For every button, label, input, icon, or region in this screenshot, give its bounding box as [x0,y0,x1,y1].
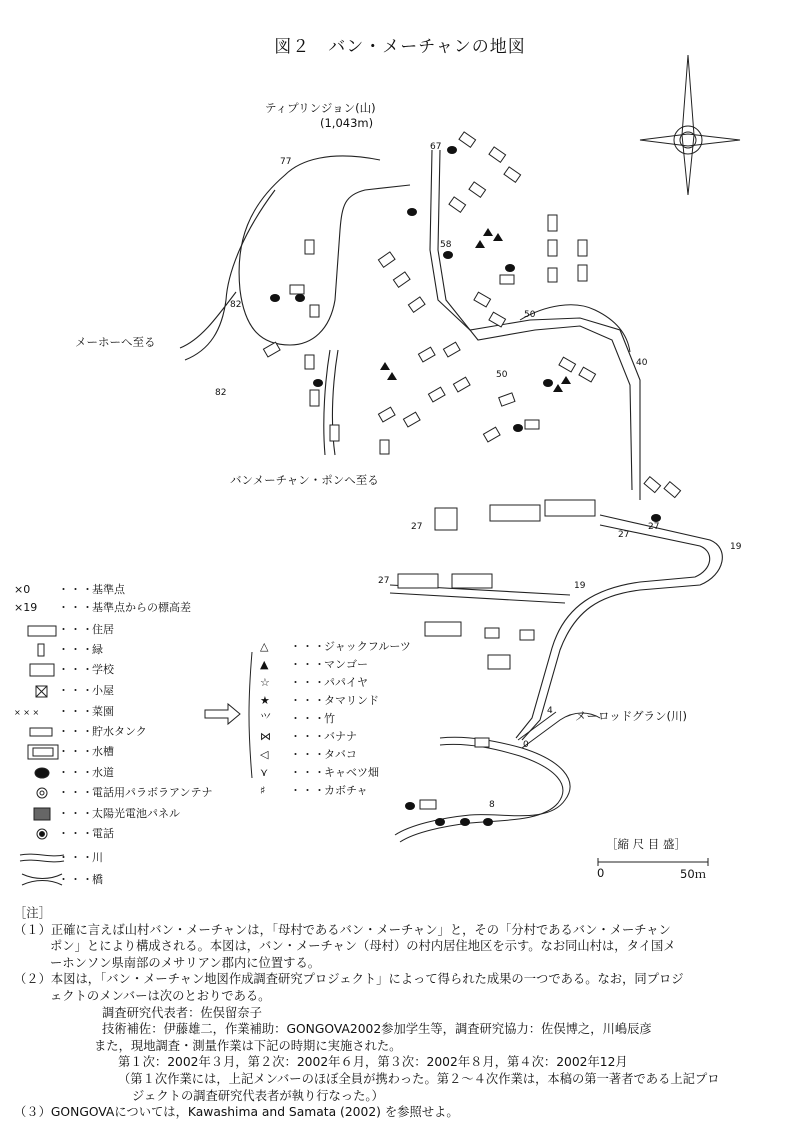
note-line: （第１次作業には，上記メンバーのほぼ全員が携わった。第２～４次作業は，本稿の第一著者である上記プロ [118,1071,720,1086]
river [395,737,570,835]
elevation-label: 82 [215,388,227,398]
note-line: 調査研究代表者：佐俣留奈子 [102,1005,262,1020]
to-pon-label: バンメーチャン・ポンへ至る [230,473,379,487]
legend-item: ・・・太陽光電池パネル [58,807,180,820]
elevation-label: 27 [618,530,630,540]
legend-item: ・・・川 [58,851,103,864]
legend-item: ・・・電話用パラボラアンテナ [58,786,213,799]
elevation-label: 27 [378,576,390,586]
notes-heading: ［注］ [14,906,51,920]
scale-50m: 50ｍ [680,867,707,881]
to-maehoe-label: メーホーへ至る [75,335,156,349]
legend-item: ★ ・・・タマリンド [260,694,379,707]
note-line: （３）GONGOVAについては，Kawashima and Samata (2002) を参照せよ。 [14,1105,459,1120]
elevation-label: 40 [636,358,648,368]
legend-item: △ ・・・ジャックフルーツ [260,640,411,653]
river-label: メーロッドグラン(川) [575,709,688,723]
note-line: （１）正確に言えば山村バン・メーチャンは，「母村であるバン・メーチャン」と，その「分村であるバン・メーチャン [14,922,671,937]
elevation-label: 67 [430,142,442,152]
mountain-height-label: (1,043m) [320,116,374,130]
note-line: 第１次：2002年３月，第２次：2002年６月，第３次：2002年８月，第４次：2002年12月 [118,1055,628,1070]
note-line: ジェクトの調査研究代表者が執り行なった。） [132,1088,384,1103]
legend-item: ・・・住居 [58,623,114,636]
mountain-label: ティプリンジョン(山) [265,101,376,115]
legend-item: ◁ ・・・タバコ [260,748,357,761]
elevation-label: 50 [524,310,536,320]
legend-item: ・・・水槽 [58,745,114,758]
legend-item: ・・・小屋 [58,684,114,697]
page-title: 図２ バン・メーチャンの地図 [274,37,526,57]
elevation-label: 27 [648,522,660,532]
road-west-loop [180,190,275,360]
elevation-label: 50 [496,370,508,380]
elevation-label: 19 [574,581,586,591]
legend-item: ⋎ ・・・キャベツ畑 [260,766,379,779]
note-line: ポン」とにより構成される。本図は，バン・メーチャン（母村）の村内居住地区を示す。なお同山村は，タイ国メ [50,939,676,954]
legend-item: ・・・貯水タンク [58,725,147,738]
compass-rose [640,55,740,195]
legend-item: ・・・水道 [58,766,114,779]
legend-item: ⋈ ・・・バナナ [260,730,357,743]
legend-item: ×19 ・・・基準点からの標高差 [14,601,191,614]
notes-section [14,905,786,1121]
elevation-label: 8 [489,800,495,810]
elevation-label: 82 [230,300,242,310]
note-line: 技術補佐：伊藤雄二，作業補助：GONGOVA2002参加学生等，調査研究協力：佐俣博之，川嶋辰彦 [102,1022,652,1037]
scale-zero: 0 [597,866,605,880]
road-east-south-2 [516,525,710,738]
scale-bar [598,858,708,866]
elevation-label: 0 [523,740,529,750]
legend-item: ・・・電話 [58,827,114,840]
legend-item: ▲ ・・・マンゴー [260,658,368,671]
elevation-label: 19 [730,542,742,552]
note-line: ーホンソン県南部のメサリアン郡内に位置する。 [50,955,321,970]
legend-item: ♯ ・・・カボチャ [260,784,368,797]
legend-item: ☆ ・・・パパイヤ [260,676,368,689]
elevation-label: 58 [440,240,452,250]
elevation-label: 27 [411,522,423,532]
legend-item: ×0 ・・・基準点 [14,583,125,596]
legend-item: ⺍ ・・・竹 [260,712,335,725]
note-line: また，現地調査・測量作業は下記の時期に実施された。 [94,1038,402,1053]
legend-item: × × × ・・・菜園 [14,705,114,718]
elevation-label: 77 [280,157,292,167]
legend-item: ・・・橋 [58,873,103,886]
river-bank [400,744,563,842]
note-line: ェクトのメンバーは次のとおりである。 [50,988,271,1003]
road-north-west [239,156,410,345]
legend-item: ・・・緑 [58,643,103,656]
note-line: （２）本図は，「バン・メーチャン地図作成調査研究プロジェクト」によって得られた成果の一つである。なお，同プロジ [14,972,684,987]
scale-title: ［縮 尺 目 盛］ [606,837,686,851]
elevation-label: 4 [547,706,553,716]
legend-item: ・・・学校 [58,663,114,676]
